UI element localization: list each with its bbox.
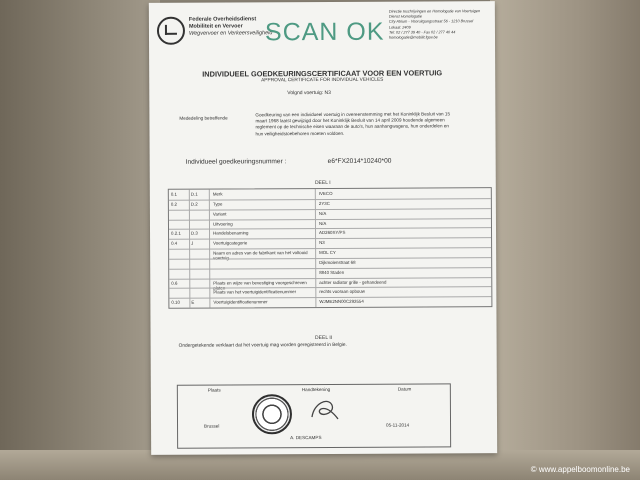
federal-logo-icon — [157, 17, 185, 45]
cert-number-value: e6*FX2014*10240*00 — [327, 157, 392, 165]
table-cell-value: N/A — [318, 210, 327, 216]
directorate: Directie Inschrijvingen en Homologatie van Voertuigen — [388, 9, 481, 14]
table-row-divider — [169, 218, 491, 221]
table-cell-label: Voertuigidentificatienummer — [213, 299, 268, 305]
table-cell-value: WJME2NN00C293554 — [319, 298, 364, 305]
table-cell-c2: D.3 — [191, 230, 198, 237]
table-cell-c1: 0.4 — [171, 240, 178, 246]
table-cell-c1: 0.10 — [171, 299, 180, 305]
cert-number-label: Individueel goedkeuringsnummer : — [185, 158, 287, 166]
table-cell-value: achter radiator grille - gehandeend — [319, 279, 387, 285]
table-cell-label: Plaats en wijze van bevestiging voorgeschreven platen — [213, 279, 307, 291]
lokaal: Lokaal: 2409 — [388, 25, 411, 30]
table-cell-label — [213, 270, 313, 271]
place-label: Plaats — [207, 387, 221, 393]
certificate-document — [149, 1, 497, 455]
org-line-1: Federale Overheidsdienst — [188, 16, 257, 23]
table-cell-c2: D.1 — [190, 191, 198, 197]
table-row-divider — [169, 237, 491, 240]
table-cell-value: N/A — [318, 220, 327, 226]
table-cell-value: rechts vooraan opbouw — [319, 289, 366, 295]
table-cell-label: Voertuigcategorie — [213, 240, 248, 246]
directorate-block — [389, 9, 493, 41]
org-line-3: Wegvervoer en Verkeersveiligheid — [188, 30, 273, 37]
document-subtitle: APPROVAL CERTIFICATE FOR INDIVIDUAL VEHICLES — [261, 77, 384, 84]
table-cell-label: Type — [212, 201, 223, 207]
table-cell-c1: 0.2 — [170, 201, 177, 207]
signature-label: Handtekening — [301, 386, 331, 393]
part-1-label: DEEL I — [314, 179, 331, 187]
handwritten-signature — [308, 395, 342, 425]
vehicle-number: Volgnd voertuig: N3 — [287, 89, 331, 97]
table-cell-label: Uitvoering — [212, 220, 233, 227]
document-title: INDIVIDUEEL GOEDKEURINGSCERTIFICAAT VOOR EEN VOERTUIG — [202, 68, 443, 79]
declaration: Ondergetekende verklaart dat het voertuig mag worden geregistreerd in Belgie. — [178, 342, 347, 349]
table-cell-c1: 0.6 — [171, 280, 178, 286]
signer-name: A. DESCAMPS — [290, 435, 322, 441]
signature-place: Brussel — [204, 423, 220, 429]
table-cell-c2: J — [191, 240, 194, 246]
table-cell-value: 8840 Staden — [319, 269, 345, 275]
table-cell-value: MOL CY — [319, 249, 336, 256]
table-cell-c1: 0.1 — [170, 191, 177, 197]
signature-box — [177, 383, 451, 448]
vehicle-data-table — [168, 187, 493, 309]
table-cell-value: Dijkmolenstraat 68 — [319, 259, 356, 265]
official-seal-icon — [252, 394, 292, 434]
table-cell-value: IVECO — [318, 190, 333, 197]
table-cell-c2: D.2 — [190, 201, 198, 207]
table-cell-label: Merk — [212, 191, 223, 197]
table-row-divider — [169, 208, 491, 211]
part-2-label: DEEL II — [315, 334, 333, 342]
table-cell-value: N3 — [319, 240, 325, 246]
service: Dienst Homologatie — [388, 14, 423, 19]
watermark: © www.appelboomonline.be — [530, 465, 630, 474]
org-line-2: Mobiliteit en Vervoer — [188, 23, 243, 30]
address: City Atrium - Vooruitgangsstraat 56 - 1210 Brussel — [388, 19, 474, 25]
table-cell-label: Variant — [212, 211, 227, 217]
table-cell-label: Naam en adres van de fabrikant van het voltooid voertuig — [213, 250, 308, 261]
table-cell-label: Handelsbenaming — [213, 230, 249, 236]
section-label: Mededeling betreffende — [179, 115, 228, 121]
date-label: Datum — [397, 386, 412, 392]
table-cell-c2: E — [191, 299, 195, 305]
table-cell-label: Plaats van het voertuigidentificatienummer — [213, 289, 297, 295]
table-cell-c1: 0.2.1 — [171, 231, 181, 237]
phone: Tel: 02 / 277 39 40 - Fax 02 / 277 40 44 — [388, 30, 456, 35]
background-left — [0, 0, 160, 480]
table-cell-value: 2Y3C — [318, 200, 330, 206]
signature-date: 05-11-2014 — [386, 422, 410, 428]
email: homologatie@mobilit.fgov.be — [388, 35, 438, 40]
background-right — [490, 0, 640, 480]
scan-ok-stamp: SCAN OK — [264, 17, 385, 47]
table-cell-value: AD260SY/PS — [319, 230, 346, 236]
section-text: Goedkeuring van een individueel voertuig in overeenstemming met het Koninklijk Besluit van 15 maart 1968 laatst gewijzigd door het Koninklijk Besluit van 14 april 2009 houdende algemeen reglement op de technische eisen waaraan de auto's, hun aanhangwagens, hun onderdelen en hun veiligheidstoebehoren moeten voldoen. — [255, 111, 451, 136]
